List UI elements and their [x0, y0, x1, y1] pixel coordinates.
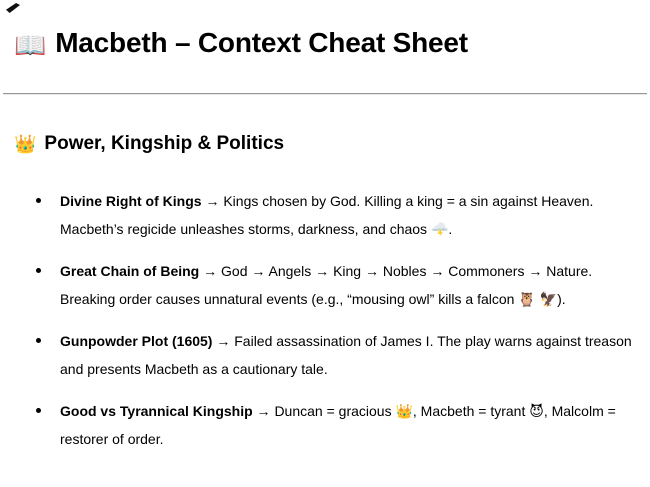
list-item-divine-right: [60, 187, 645, 243]
context-list: [14, 187, 645, 453]
bullet-body: → Duncan = gracious 👑, Macbeth = tyrant 😈, Malcolm = restorer of order.: [60, 403, 616, 447]
bullet-term: Great Chain of Being: [60, 263, 200, 279]
crown-icon: 👑: [14, 134, 37, 154]
page-title-text: Macbeth – Context Cheat Sheet: [55, 27, 468, 58]
bullet-term: Divine Right of Kings: [60, 193, 202, 209]
list-item-great-chain: [60, 257, 645, 313]
section-heading-text: Power, Kingship & Politics: [44, 133, 285, 154]
section-heading: [14, 131, 645, 157]
page-title: [14, 26, 645, 62]
bullet-body: → Kings chosen by God. Killing a king = a sin against Heaven. Macbeth’s regicide unleashes storms, darkness, and chaos 🌩️.: [60, 193, 594, 237]
corner-mark: [6, 3, 20, 13]
list-item-gunpowder-plot: [60, 327, 645, 383]
open-book-icon: 📖: [14, 30, 47, 60]
bullet-term: Good vs Tyrannical Kingship: [60, 403, 253, 419]
bullet-term: Gunpowder Plot (1605): [60, 333, 213, 349]
bullet-body: → God → Angels → King → Nobles → Commoners → Nature. Breaking order causes unnatural events (e.g., “mousing owl” kills a falcon 🦉 🦅).: [60, 263, 593, 307]
bullet-body: → Failed assassination of James I. The play warns against treason and presents Macbeth as a cautionary tale.: [60, 333, 632, 377]
divider: [3, 93, 647, 95]
list-item-good-vs-tyrannical: [60, 397, 645, 453]
